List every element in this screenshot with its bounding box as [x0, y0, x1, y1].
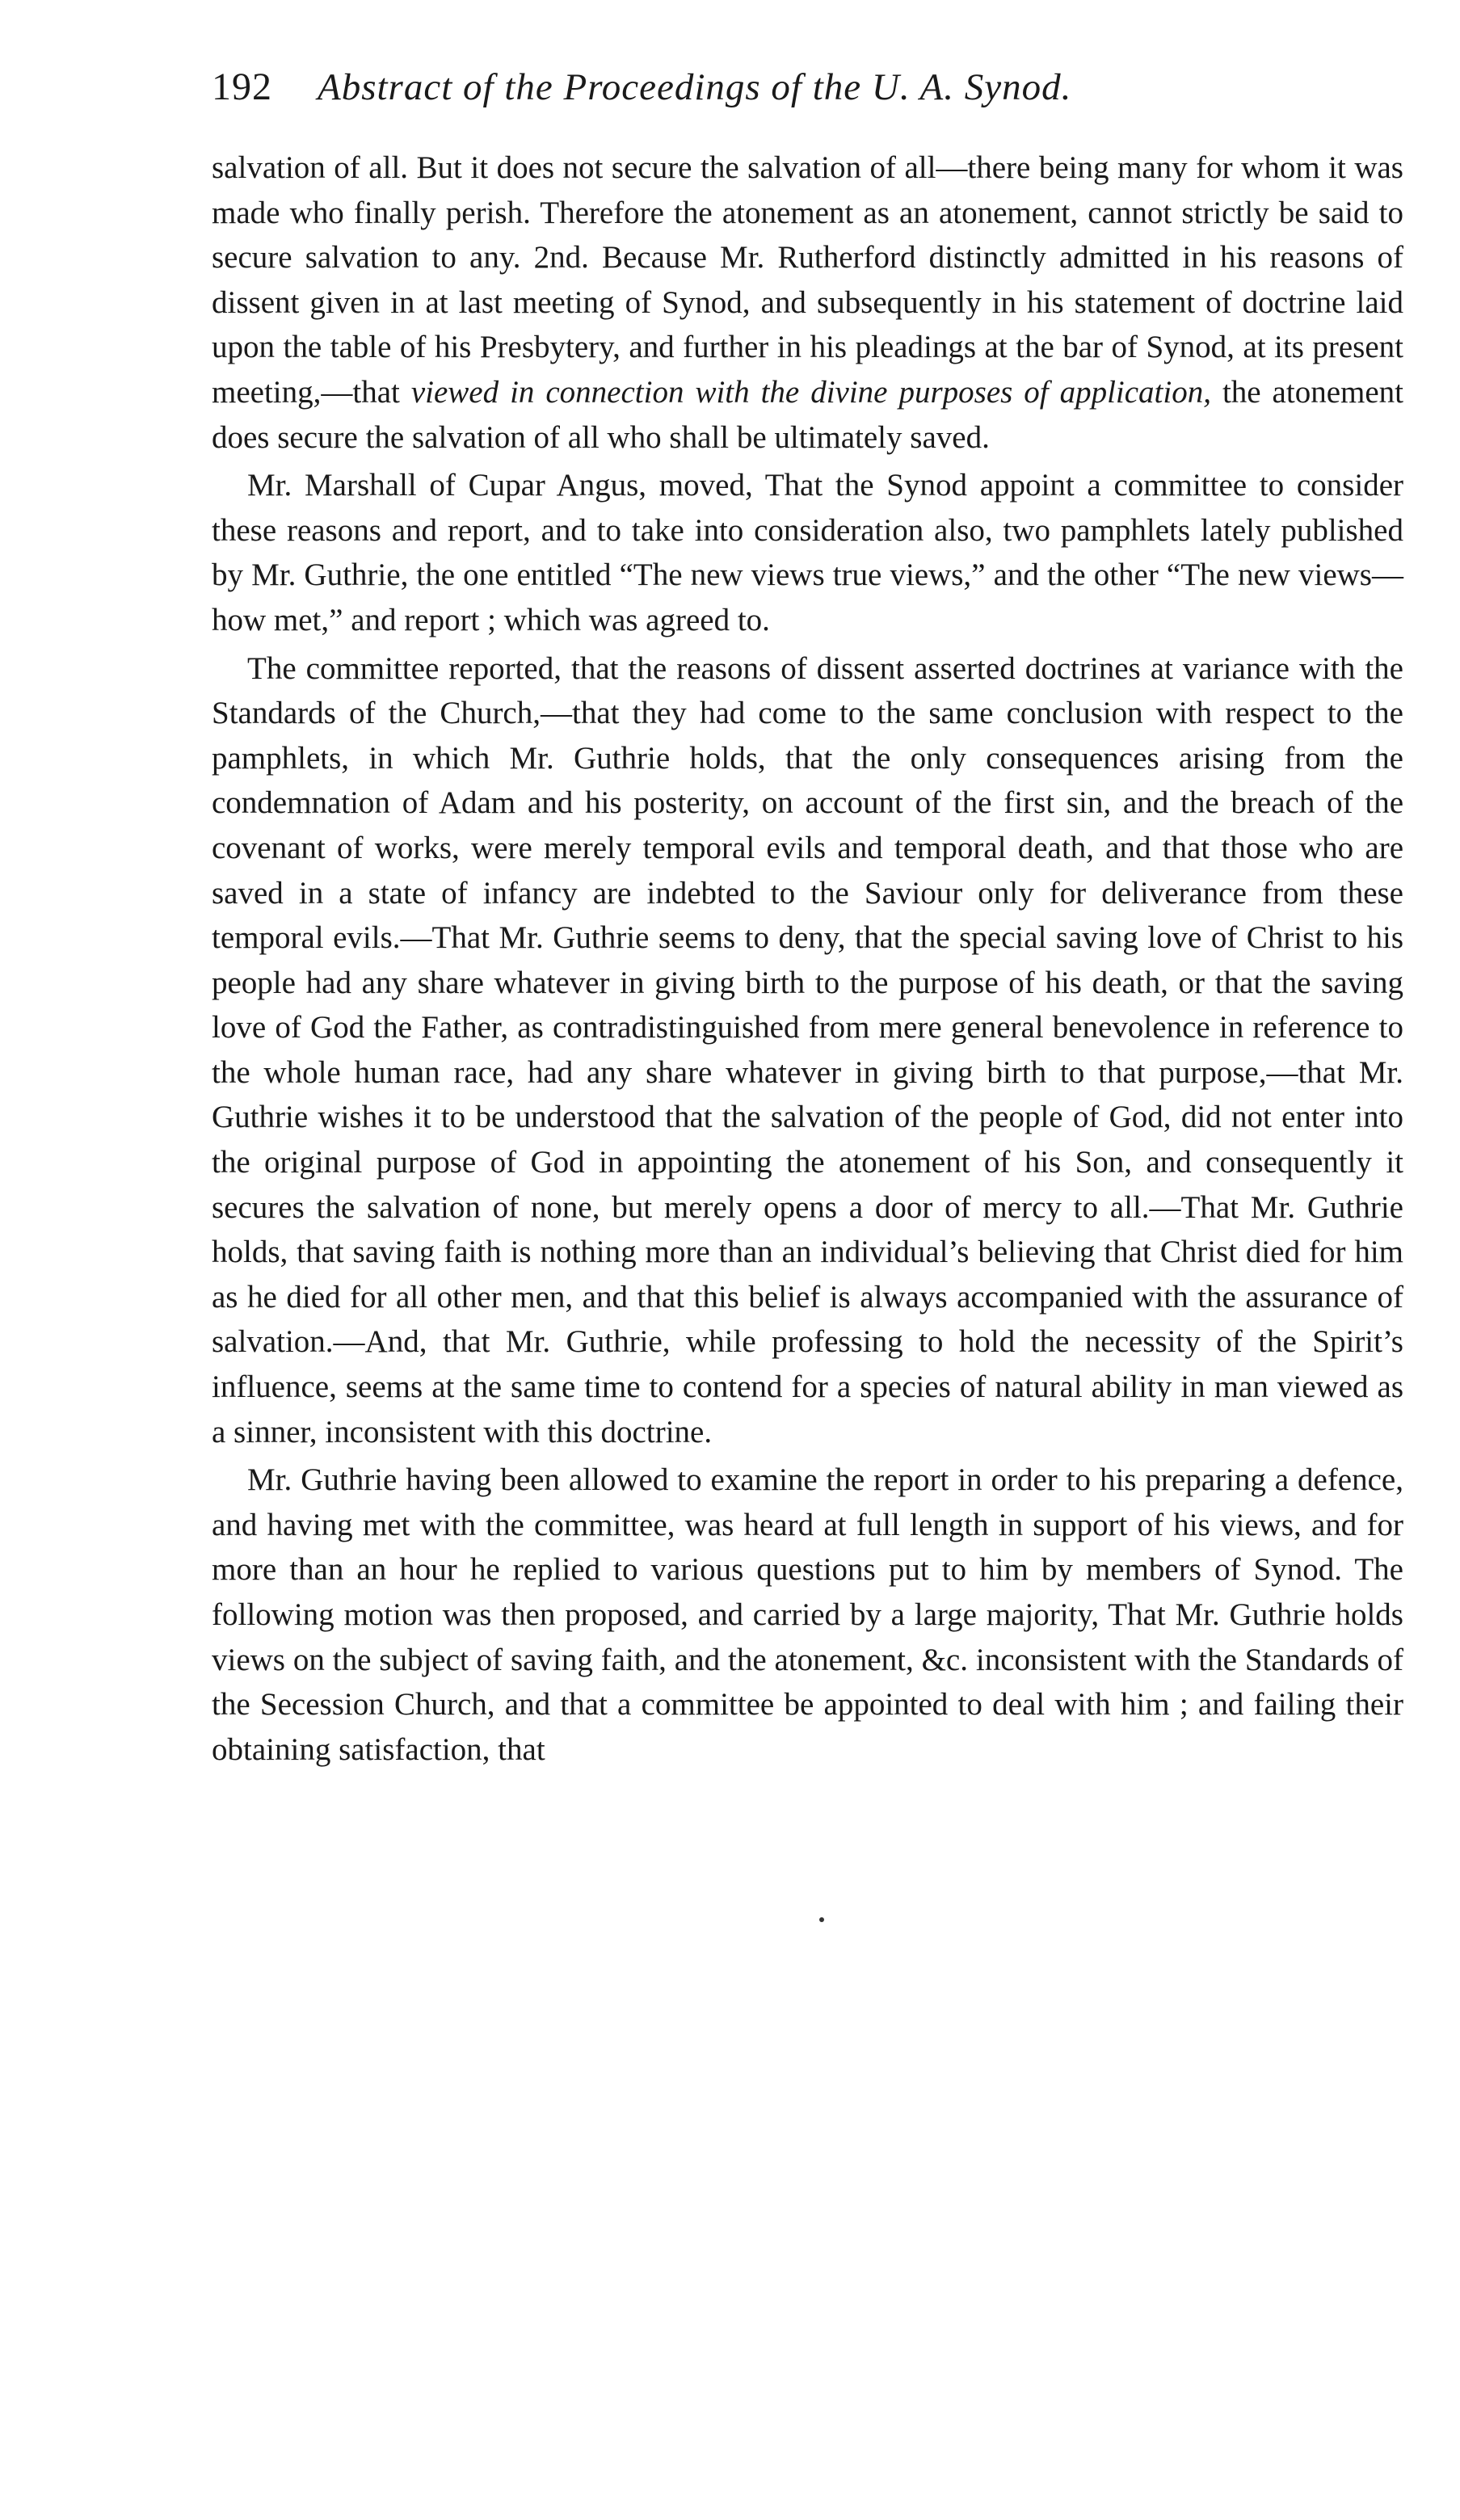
- text-segment: salvation of all. But it does not secure the salvation of all—there being many for whom it was made who finally perish. Therefore the atonement as an atonement, cannot strictly be said to secure salvation to any. 2nd. Because Mr. Rutherford distinctly admitted in his reasons of dissent given in at last meeting of Synod, and subsequently in his statement of doctrine laid upon the table of his Presbytery, and further in his pleadings at the bar of Synod, at its present meeting,—that: [212, 150, 1403, 410]
- text-segment: Mr. Marshall of Cupar Angus, moved, That the Synod appoint a committee to consider these reasons and report, and to take into consideration also, two pamphlets lately published by Mr. Guthrie, the one entitled “The new views true views,” and the other “The new views—how met,” and report ; which was agreed to.: [212, 468, 1403, 637]
- paragraph-4: [212, 1458, 1403, 1772]
- paragraph-2: [212, 463, 1403, 642]
- running-title: Abstract of the Proceedings of the U. A. Synod.: [318, 66, 1072, 108]
- text-segment: the atonement does secure the salvation of all who shall be ultimately saved.: [212, 374, 1403, 455]
- italic-phrase: viewed in connection with the divine purposes of application,: [410, 374, 1211, 410]
- page-number: 192: [212, 65, 272, 108]
- text-segment: The committee reported, that the reasons of dissent asserted doctrines at variance with the Standards of the Church,—that they had come to the same conclusion with respect to the pamphlets, in which Mr. Guthrie holds, that the only consequences arising from the condemnation of Adam and his posterity, on account of the first sin, and the breach of the covenant of works, were merely temporal evils and temporal death, and that those who are saved in a state of infancy are indebted to the Saviour only for deliverance from these temporal evils.—That Mr. Guthrie seems to deny, that the special saving love of Christ to his people had any share whatever in giving birth to the purpose of his death, or that the saving love of God the Father, as contradistinguished from mere general benevolence in reference to the whole human race, had any share whatever in giving birth to that purpose,—that Mr. Guthrie wishes it to be understood that the salvation of the people of God, did not enter into the original purpose of God in appointing the atonement of his Son, and consequently it secures the salvation of none, but merely opens a door of mercy to all.—That Mr. Guthrie holds, that saving faith is nothing more than an individual’s believing that Christ died for him as he died for all other men, and that this belief is always accompanied with the assurance of salvation.—And, that Mr. Guthrie, while professing to hold the necessity of the Spirit’s influence, seems at the same time to contend for a species of natural ability in man viewed as a sinner, inconsistent with this doctrine.: [212, 650, 1403, 1449]
- running-head: [212, 65, 1403, 145]
- paragraph-1: [212, 145, 1403, 460]
- body-text: [212, 145, 1403, 1772]
- text-segment: Mr. Guthrie having been allowed to examine the report in order to his preparing a defence, and having met with the committee, was heard at full length in support of his views, and for more than an hour he replied to various questions put to him by members of Synod. The following motion was then proposed, and carried by a large majority, That Mr. Guthrie holds views on the subject of saving faith, and the atonement, &c. inconsistent with the Standards of the Secession Church, and that a committee be appointed to deal with him ; and failing their obtaining satisfaction, that: [212, 1462, 1403, 1767]
- ink-speck: [819, 1917, 824, 1922]
- paragraph-3: [212, 646, 1403, 1455]
